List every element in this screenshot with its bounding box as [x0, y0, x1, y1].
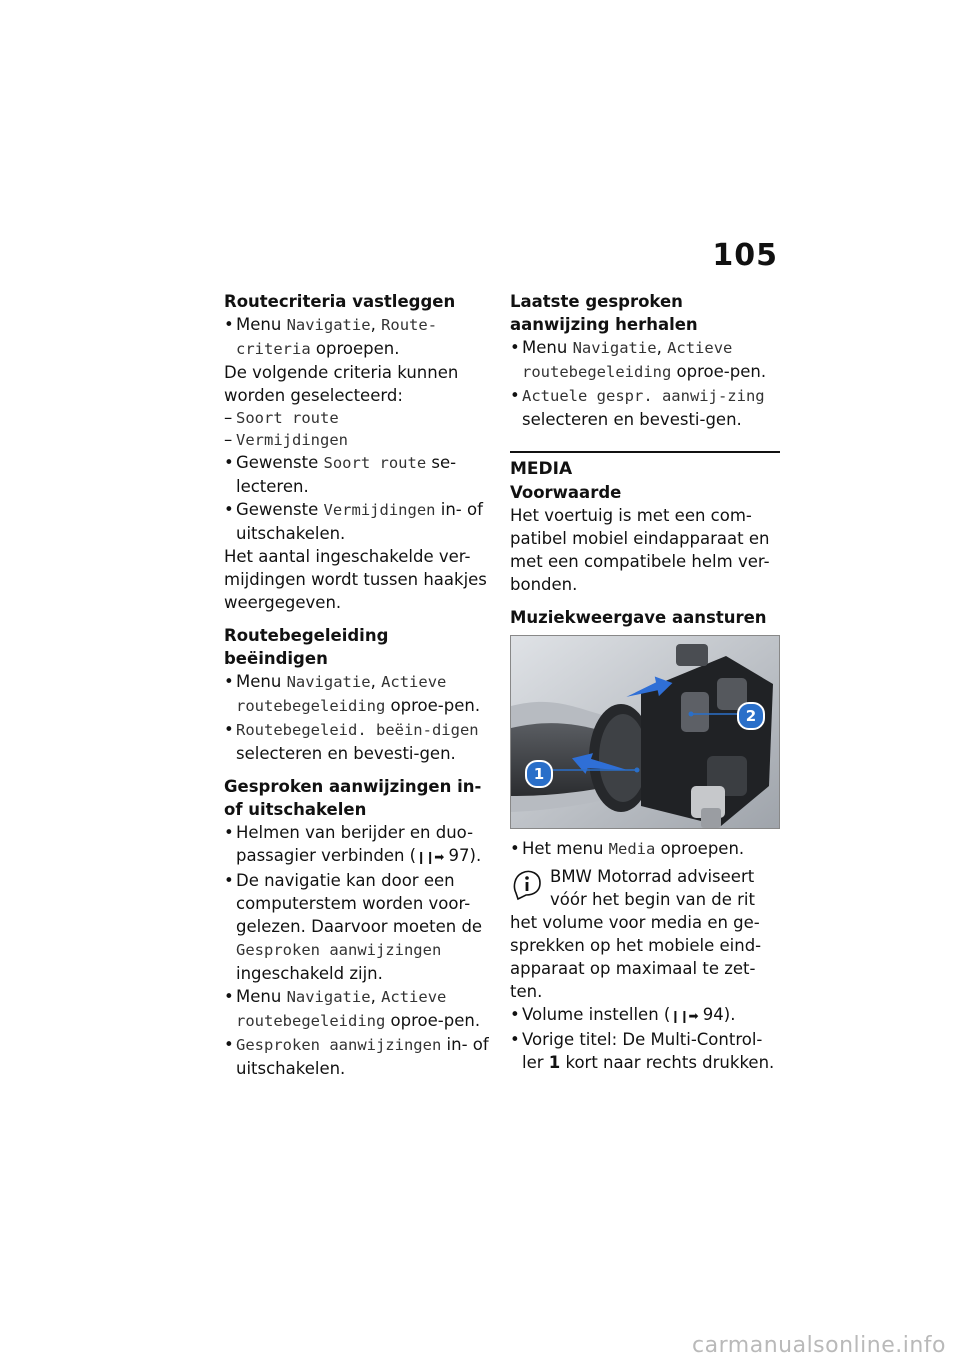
- callout-1: 1: [525, 760, 553, 788]
- list-item: • Menu Navigatie, Actieve routebegeleiding oproe-pen.: [224, 670, 494, 718]
- heading-routebegeleiding: Routebegeleiding beëindigen: [224, 626, 389, 668]
- paragraph: Het voertuig is met een com-patibel mobiel eindapparaat en met een compatibele helm ver-bonden.: [510, 506, 770, 594]
- heading-muziekweergave: Muziekweergave aansturen: [510, 608, 767, 627]
- list-item: • Gesproken aanwijzingen in- of uitschakelen.: [224, 1033, 494, 1080]
- heading-voorwaarde: Voorwaarde: [510, 483, 622, 502]
- list-item: • Gewenste Soort route se-lecteren.: [224, 451, 494, 498]
- section-title-media: MEDIA: [510, 459, 573, 479]
- list-item: • Menu Navigatie, Actieve routebegeleiding oproe-pen.: [510, 336, 780, 384]
- list-item: • Het menu Media oproepen.: [510, 837, 780, 861]
- list-item: • Actuele gespr. aanwij-zing selecteren en bevesti-gen.: [510, 384, 780, 431]
- list-item: • Helmen van berijder en duo-passagier verbinden (❙❙➡ 97).: [224, 821, 494, 869]
- page-ref-arrow-icon: ❙❙➡: [416, 850, 444, 864]
- list-item: • Routebegeleid. beëin-digen selecteren en bevesti-gen.: [224, 718, 494, 765]
- list-item: • Menu Navigatie, Route-criteria oproepen.: [224, 313, 494, 361]
- dash-item: – Soort route: [224, 407, 494, 429]
- list-item: • Gewenste Vermijdingen in- of uitschakelen.: [224, 498, 494, 545]
- heading-gesproken: Gesproken aanwijzingen in- of uitschakelen: [224, 777, 482, 819]
- left-column: [224, 290, 494, 1080]
- right-column: [510, 290, 780, 1074]
- handlebar-illustration: [511, 636, 779, 828]
- info-note-continued: het volume voor media en ge-sprekken op het mobiele eind-apparaat op maximaal te zet-ten.: [510, 913, 762, 1001]
- heading-laatste-aanwijzing: Laatste gesproken aanwijzing herhalen: [510, 292, 698, 334]
- page-ref-arrow-icon: ❙❙➡: [670, 1009, 698, 1023]
- heading-routecriteria: Routecriteria vastleggen: [224, 292, 456, 311]
- list-item: • De navigatie kan door een computerstem worden voor-gelezen. Daarvoor moeten de Gesproken aanwijzingen ingeschakeld zijn.: [224, 869, 494, 985]
- watermark: carmanualsonline.info: [692, 1333, 946, 1358]
- list-item: • Menu Navigatie, Actieve routebegeleiding oproe-pen.: [224, 985, 494, 1033]
- info-icon: [512, 869, 542, 901]
- section-divider: [510, 451, 780, 453]
- paragraph: Het aantal ingeschakelde ver-mijdingen wordt tussen haakjes weergegeven.: [224, 547, 487, 612]
- page-number: 105: [712, 238, 778, 273]
- info-note: BMW Motorrad adviseert vóór het begin van de rit: [510, 865, 780, 911]
- list-item: • Vorige titel: De Multi-Control-ler 1 kort naar rechts drukken.: [510, 1028, 780, 1074]
- dash-item: – Vermijdingen: [224, 429, 494, 451]
- handlebar-controller-figure: [510, 635, 780, 829]
- list-item: • Volume instellen (❙❙➡ 94).: [510, 1003, 780, 1028]
- paragraph: De volgende criteria kunnen worden geselecteerd:: [224, 363, 459, 405]
- callout-2: 2: [737, 702, 765, 730]
